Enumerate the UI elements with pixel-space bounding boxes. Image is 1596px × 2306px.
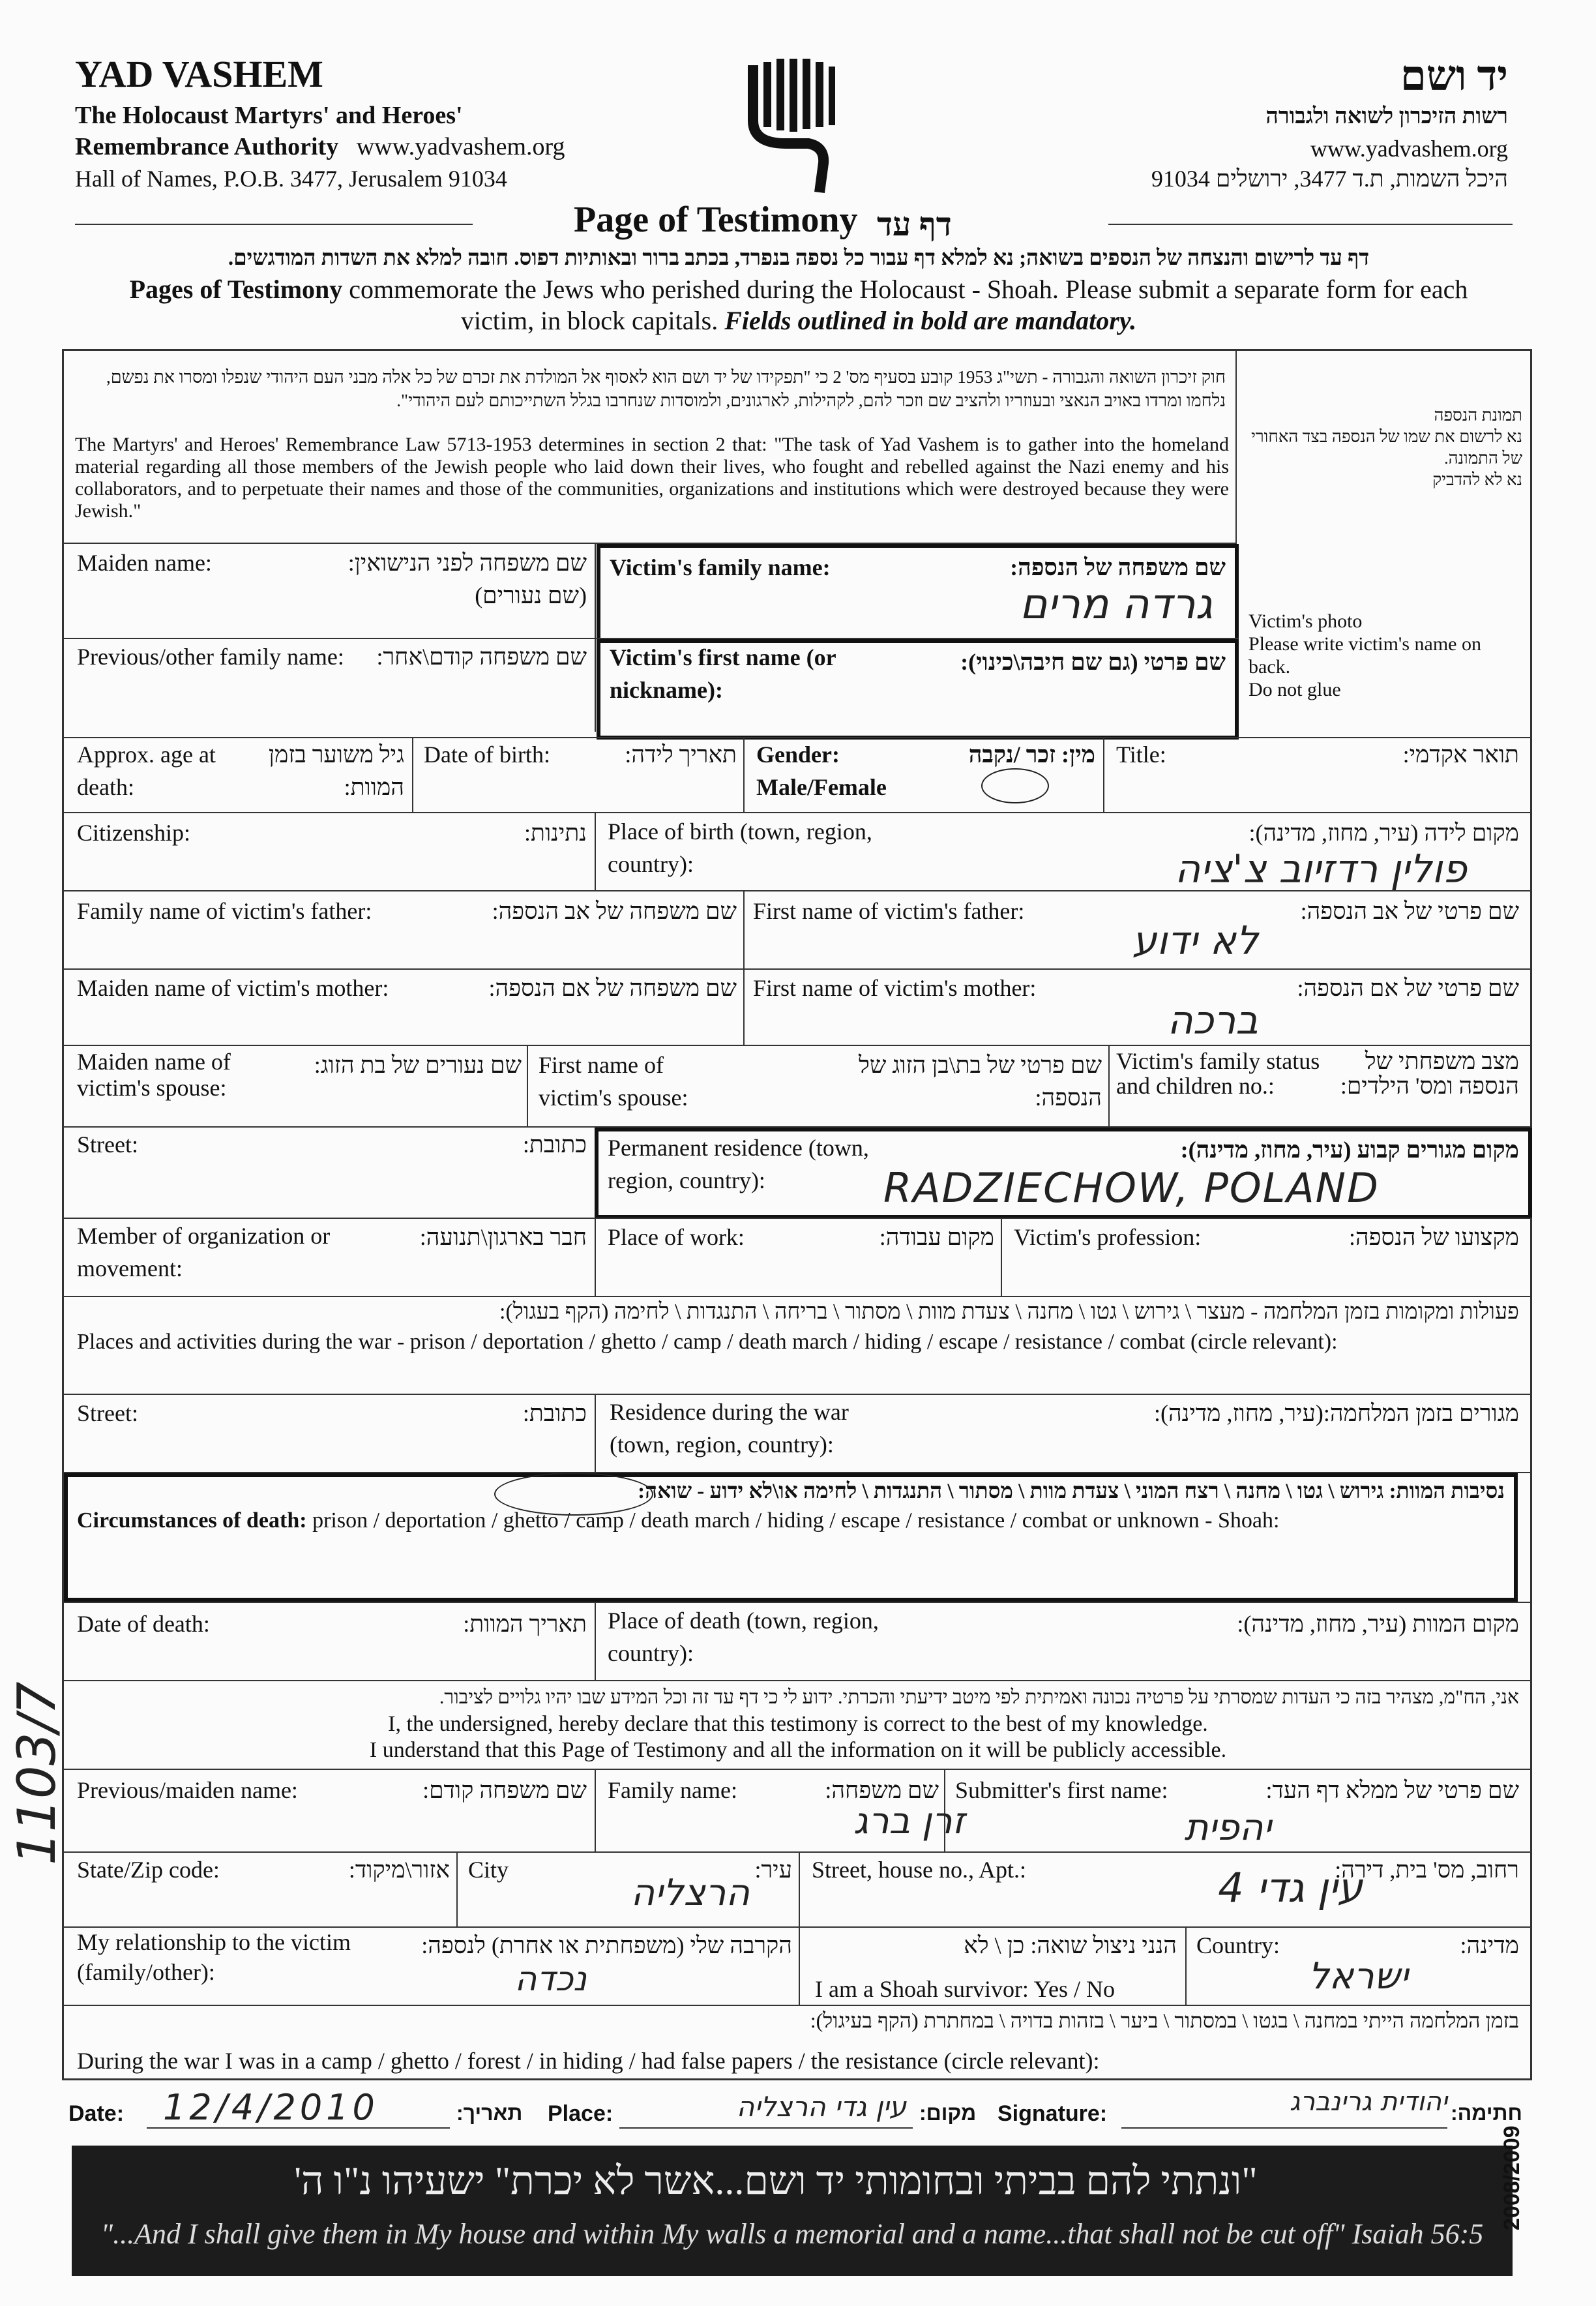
maiden-name-label-en: Maiden name: <box>77 550 212 576</box>
victim-first-name-label-he: שם פרטי (גם שם חיבה\כינוי): <box>960 649 1226 675</box>
declaration-en-2: I understand that this Page of Testimony and all the information on it will be publicly accessible. <box>369 1738 1227 1762</box>
relation-label-en: My relationship to the victim (family/other): <box>77 1929 351 1985</box>
place-value[interactable]: עין גדי הרצליה <box>736 2091 906 2123</box>
survivor-label-he: הנני ניצול שואה: כן \ לא <box>964 1932 1177 1958</box>
col-rule <box>412 737 413 812</box>
death-circ-text-he: נסיבות המוות: גירוש \ גטו \ מחנה \ רצח המוני \ צעדת מוות \ מסתור \ התנגדות \ לחימה או\לא ידוע - שואה: <box>638 1480 1505 1503</box>
zip-label-en: State/Zip code: <box>77 1857 220 1883</box>
col-rule <box>799 1851 800 1926</box>
death-circ-en-bold: Circumstances of death: <box>77 1508 307 1533</box>
family-status-label-he: מצב משפחתי של הנספה ומס' הילדים: <box>1340 1048 1519 1099</box>
age-label-he: גיל משוער בזמן המוות: <box>268 741 404 800</box>
sub-street-label-he: רחוב, מס' בית, דירה: <box>1335 1857 1519 1883</box>
org-line1-he: רשות הזיכרון לשואה ולגבורה <box>1265 104 1508 128</box>
intro-en-bold: Pages of Testimony <box>129 275 343 304</box>
org-url-en: www.yadvashem.org <box>356 133 565 160</box>
birthplace-label-en: Place of birth (town, region, country): <box>608 818 872 877</box>
org-member-label-he: חבר בארגון\תנועה: <box>419 1224 587 1250</box>
death-place-label-he: מקום המוות (עיר, מחוז, מדינה): <box>1237 1611 1519 1637</box>
col-rule <box>1103 737 1104 812</box>
war-activities-label-en: Places and activities during the war - prison / deportation / ghetto / camp / death march / hiding / escape / resistance / combat (circle relevant): <box>77 1330 1338 1354</box>
war-res-label-en: Residence during the war (town, region, country): <box>610 1399 849 1458</box>
victim-family-name-label-he: שם משפחה של הנספה: <box>1010 554 1226 580</box>
col-rule <box>595 812 596 890</box>
father-family-label-he: שם משפחה של אב הנספה: <box>492 898 737 924</box>
col-rule <box>743 890 745 1045</box>
org-line2-en <box>75 132 565 161</box>
profession-label-he: מקצועו של הנספה: <box>1348 1224 1519 1250</box>
spouse-maiden-label-en: Maiden name of victim's spouse: <box>77 1049 231 1101</box>
death-circ-label-en <box>77 1506 1505 1535</box>
death-date-label-en: Date of death: <box>77 1611 210 1637</box>
profession-label-en: Victim's profession: <box>1014 1224 1202 1250</box>
row-rule <box>62 1602 1532 1603</box>
form-title-en: Page of Testimony <box>574 200 858 240</box>
country-label-he: מדינה: <box>1460 1932 1519 1958</box>
street-label-en: Street: <box>77 1131 138 1158</box>
relation-value[interactable]: נכדה <box>514 1960 587 1999</box>
war-street-label-en: Street: <box>77 1400 138 1426</box>
signature-underline <box>1121 2127 1447 2129</box>
row-rule <box>62 1769 1532 1770</box>
row-rule <box>62 1851 1532 1853</box>
previous-name-label-he: שם משפחה קודם\אחר: <box>376 644 587 670</box>
death-circ-en-options: prison / deportation / ghetto / camp / death march / hiding / escape / resistance / combat or unknown - Shoah: <box>306 1508 1280 1533</box>
mother-first-label-he: שם פרטי של אם הנספה: <box>1297 975 1519 1001</box>
spouse-first-label-he: שם פרטי של בת\בן הזוג של הנספה: <box>858 1052 1102 1111</box>
col-rule <box>1185 1926 1187 2005</box>
city-label-en: City <box>468 1857 509 1883</box>
submitter-first-label-he: שם פרטי של ממלא דף העד: <box>1265 1777 1519 1803</box>
mother-maiden-label-he: שם משפחה של אם הנספה: <box>488 975 737 1001</box>
side-code: 2008/2009 <box>1500 2125 1524 2230</box>
death-date-label-he: תאריך המוות: <box>463 1611 587 1637</box>
spouse-first-label-en: First name of victim's spouse: <box>539 1052 688 1111</box>
law-text-en: The Martyrs' and Heroes' Remembrance Law 5713-1953 determines in section 2 that: "The task of Yad Vashem is to gather into the homeland material regarding all those members of the Jewish people who laid down their lives, who fought and rebelled against the Nazi enemy and his collaborators, and to perpetuate their names and those of the communities, organizations and institutions which were destroyed because they were Jewish." <box>75 434 1229 522</box>
form-title-he: דף עד <box>877 206 952 243</box>
declaration-he: אני, הח"מ, מצהיר בזה כי העדות שמסרתי על פרטיה נכונה ואמיתית לפי מיטב ידיעתי והכרתי. ידוע לי כי דף עד זה וכל המידע שבו יהיו גלויים לציבור. <box>439 1686 1519 1708</box>
yad-vashem-menorah-logo <box>746 59 838 199</box>
family-status-label-en: Victim's family status and children no.: <box>1116 1048 1320 1099</box>
birthplace-value[interactable]: פולין רדזיוב צ'ציה <box>1175 846 1467 892</box>
date-value[interactable]: 12/4/2010 <box>163 2087 379 2128</box>
org-member-label-en: Member of organization or movement: <box>77 1223 331 1281</box>
perm-res-label-he: מקום מגורים קבוע (עיר, מחוז, מדינה): <box>1180 1137 1519 1163</box>
father-first-value[interactable]: לא ידוע <box>1132 918 1258 964</box>
org-title-en: YAD VASHEM <box>75 53 323 95</box>
survivor-label-en: I am a Shoah survivor: Yes / No <box>815 1976 1115 2002</box>
age-label-en: Approx. age at death: <box>77 741 216 800</box>
intro-he: דף עד לרישום והנצחה של הנספים בשואה; נא למלא דף עבור כל נספה בנפרד, בכתב ברור ובאותיות דפוס. חובה למלא את השדות המודגשים. <box>228 247 1370 270</box>
col-rule <box>456 1851 458 1926</box>
org-title-he: יד ושם <box>1400 53 1508 99</box>
col-rule <box>743 737 745 812</box>
title-label-he: תואר אקדמי: <box>1402 741 1519 768</box>
relation-label-he: הקרבה שלי (משפחתית או אחרת) לנספה: <box>421 1932 792 1958</box>
city-label-he: עיר: <box>754 1857 792 1883</box>
org-address-he: היכל השמות, ת.ד 3477, ירושלים 91034 <box>1151 166 1508 192</box>
victim-family-name-value[interactable]: גרדה מרים <box>1020 580 1213 629</box>
row-rule <box>62 1045 1532 1046</box>
org-address-en: Hall of Names, P.O.B. 3477, Jerusalem 91034 <box>75 166 507 192</box>
zip-label-he: אזור\מיקוד: <box>348 1857 450 1883</box>
workplace-label-en: Place of work: <box>608 1224 745 1250</box>
mother-first-value[interactable]: ברכה <box>1167 998 1258 1043</box>
col-rule <box>1001 1218 1002 1296</box>
date-label-en: Date: <box>68 2101 125 2126</box>
submitter-family-label-en: Family name: <box>608 1777 737 1803</box>
unknown-shoah-circled[interactable] <box>494 1473 653 1516</box>
during-war-label-en: During the war I was in a camp / ghetto / forest / in hiding / had false papers / the resistance (circle relevant): <box>77 2048 1100 2074</box>
perm-res-value[interactable]: RADZIECHOW, POLAND <box>883 1164 1380 1212</box>
row-rule <box>62 968 1532 970</box>
victim-family-name-label-en: Victim's family name: <box>610 554 831 580</box>
death-circ-label-he <box>77 1477 1505 1506</box>
col-rule <box>595 1769 596 1851</box>
intro-en <box>91 274 1506 337</box>
city-value[interactable]: הרצליה <box>630 1872 750 1914</box>
submitter-prev-name-label-he: שם משפחה קודם: <box>422 1777 587 1803</box>
col-rule <box>1108 1045 1110 1126</box>
col-rule <box>799 1926 800 2005</box>
submitter-first-label-en: Submitter's first name: <box>955 1777 1168 1803</box>
gender-female-circled[interactable] <box>981 768 1049 803</box>
org-line1-en: The Holocaust Martyrs' and Heroes' <box>75 102 463 129</box>
submitter-family-label-he: שם משפחה: <box>825 1777 939 1803</box>
perm-res-label-en: Permanent residence (town, region, country): <box>608 1135 869 1193</box>
mother-maiden-label-en: Maiden name of victim's mother: <box>77 975 389 1001</box>
date-label-he: תאריך: <box>456 2101 523 2125</box>
photo-instructions-en: Victim's photo Please write victim's name on back. Do not glue <box>1249 610 1481 700</box>
birthplace-label-he: מקום לידה (עיר, מחוז, מדינה): <box>1249 820 1519 846</box>
father-family-label-en: Family name of victim's father: <box>77 898 372 924</box>
war-res-label-he: מגורים בזמן המלחמה:(עיר, מחוז, מדינה): <box>1153 1400 1519 1426</box>
dob-label-en: Date of birth: <box>424 741 550 768</box>
row-rule <box>62 812 1532 813</box>
signature-value[interactable]: יהודית גרינברג <box>1290 2087 1447 2117</box>
intro-en-mandatory: Fields outlined in bold are mandatory. <box>724 306 1137 335</box>
citizenship-label-en: Citizenship: <box>77 820 190 846</box>
place-underline <box>619 2127 913 2129</box>
submitter-prev-name-label-en: Previous/maiden name: <box>77 1777 298 1803</box>
col-rule <box>527 1045 528 1126</box>
row-rule <box>62 1296 1532 1297</box>
title-label-en: Title: <box>1116 741 1166 768</box>
header-rule-right <box>1108 224 1513 225</box>
gender-label-he: מין: זכר /נקבה <box>968 741 1095 768</box>
photo-instructions-he: תמונת הנספה נא לרשום את שמו של הנספה בצד האחורי של התמונה. נא לא להדביק <box>1251 406 1522 489</box>
row-rule <box>62 1218 1532 1219</box>
row-rule <box>62 890 1532 891</box>
submitter-first-value[interactable]: יהפית <box>1184 1806 1271 1849</box>
previous-name-label-en: Previous/other family name: <box>77 644 344 670</box>
law-text-he: חוק זיכרון השואה והגבורה - תשי"ג 1953 קובע בסעיף מס' 2 כי "תפקידו של יד ושם הוא לאסוף אל המולדת את זכרם של כל אלה מבני העם היהודי שנפלו ומסרו את נפשם, נלחמו ומרדו באויב הנאצי ובעוזריו ולהציב שם וזכר להם, לקהילות, לארגונים, ולמוסדות שנחרבו בגלל השתייכותם לעם היהודי". <box>106 367 1226 410</box>
header-rule-left <box>75 224 473 225</box>
gender-label-en: Gender: Male/Female <box>756 741 887 800</box>
mother-first-label-en: First name of victim's mother: <box>753 975 1037 1001</box>
org-url-he: www.yadvashem.org <box>1310 136 1508 162</box>
row-rule <box>62 2005 1532 2006</box>
signature-label-en: Signature: <box>998 2101 1108 2126</box>
row-rule <box>62 1394 1532 1395</box>
dob-label-he: תאריך לידה: <box>625 741 737 768</box>
signature-label-he: חתימה: <box>1451 2101 1522 2125</box>
archive-number: 1103/7 <box>7 1681 67 1865</box>
row-rule <box>62 1680 1532 1681</box>
footer-banner <box>72 2146 1513 2276</box>
footer-quote-en: "...And I shall give them in My house and within My walls a memorial and a name...that shall not be cut off" Isaiah 56:5 <box>100 2218 1484 2250</box>
during-war-label-he: בזמן המלחמה הייתי במחנה \ בגטו \ במסתור \ ביער \ בזהות בדויה \ במחתרת (הקף בעיגול): <box>810 2009 1519 2032</box>
place-label-en: Place: <box>548 2101 613 2126</box>
place-label-he: מקום: <box>919 2101 977 2125</box>
citizenship-label-he: נתינות: <box>524 820 587 846</box>
org-line2-text: Remembrance Authority <box>75 133 339 160</box>
declaration-en-1: I, the undersigned, hereby declare that this testimony is correct to the best of my knowledge. <box>388 1712 1208 1736</box>
sub-street-label-en: Street, house no., Apt.: <box>812 1857 1026 1883</box>
footer-quote-he: "ונתתי להם בביתי ובחומותי יד ושם...אשר לא יכרת" ישעיהו נ"ו ה' <box>294 2159 1258 2202</box>
submitter-family-value[interactable]: זרן ברג <box>853 1800 965 1842</box>
father-first-label-en: First name of victim's father: <box>753 898 1025 924</box>
sub-street-value[interactable]: עין גדי 4 <box>1218 1864 1363 1911</box>
country-label-en: Country: <box>1196 1932 1280 1958</box>
workplace-label-he: מקום עבודה: <box>879 1224 994 1250</box>
col-rule <box>595 1218 596 1296</box>
country-value[interactable]: ישראל <box>1308 1955 1408 1998</box>
col-rule <box>595 1602 596 1680</box>
death-place-label-en: Place of death (town, region, country): <box>608 1608 879 1666</box>
maiden-name-label-he: שם משפחה לפני הנישואין: (שם נעורים) <box>347 550 587 608</box>
victim-first-name-label-en: Victim's first name (or nickname): <box>610 644 836 703</box>
war-street-label-he: כתובת: <box>522 1400 587 1426</box>
spouse-maiden-label-he: שם נעורים של בת הזוג: <box>314 1052 522 1078</box>
war-activities-label-he: פעולות ומקומות בזמן המלחמה - מעצר \ גירוש \ גטו \ מחנה \ צעדת מוות \ מסתור \ בריחה \ התנגדות \ לחימה (הקף בעגול): <box>499 1300 1519 1324</box>
father-first-label-he: שם פרטי של אב הנספה: <box>1300 898 1519 924</box>
col-rule <box>595 543 596 732</box>
street-label-he: כתובת: <box>522 1131 587 1158</box>
intro-en-body: commemorate the Jews who perished during the Holocaust - Shoah. Please submit a separate form for each victim, in block capitals. <box>342 275 1468 335</box>
col-rule <box>595 1394 596 1472</box>
